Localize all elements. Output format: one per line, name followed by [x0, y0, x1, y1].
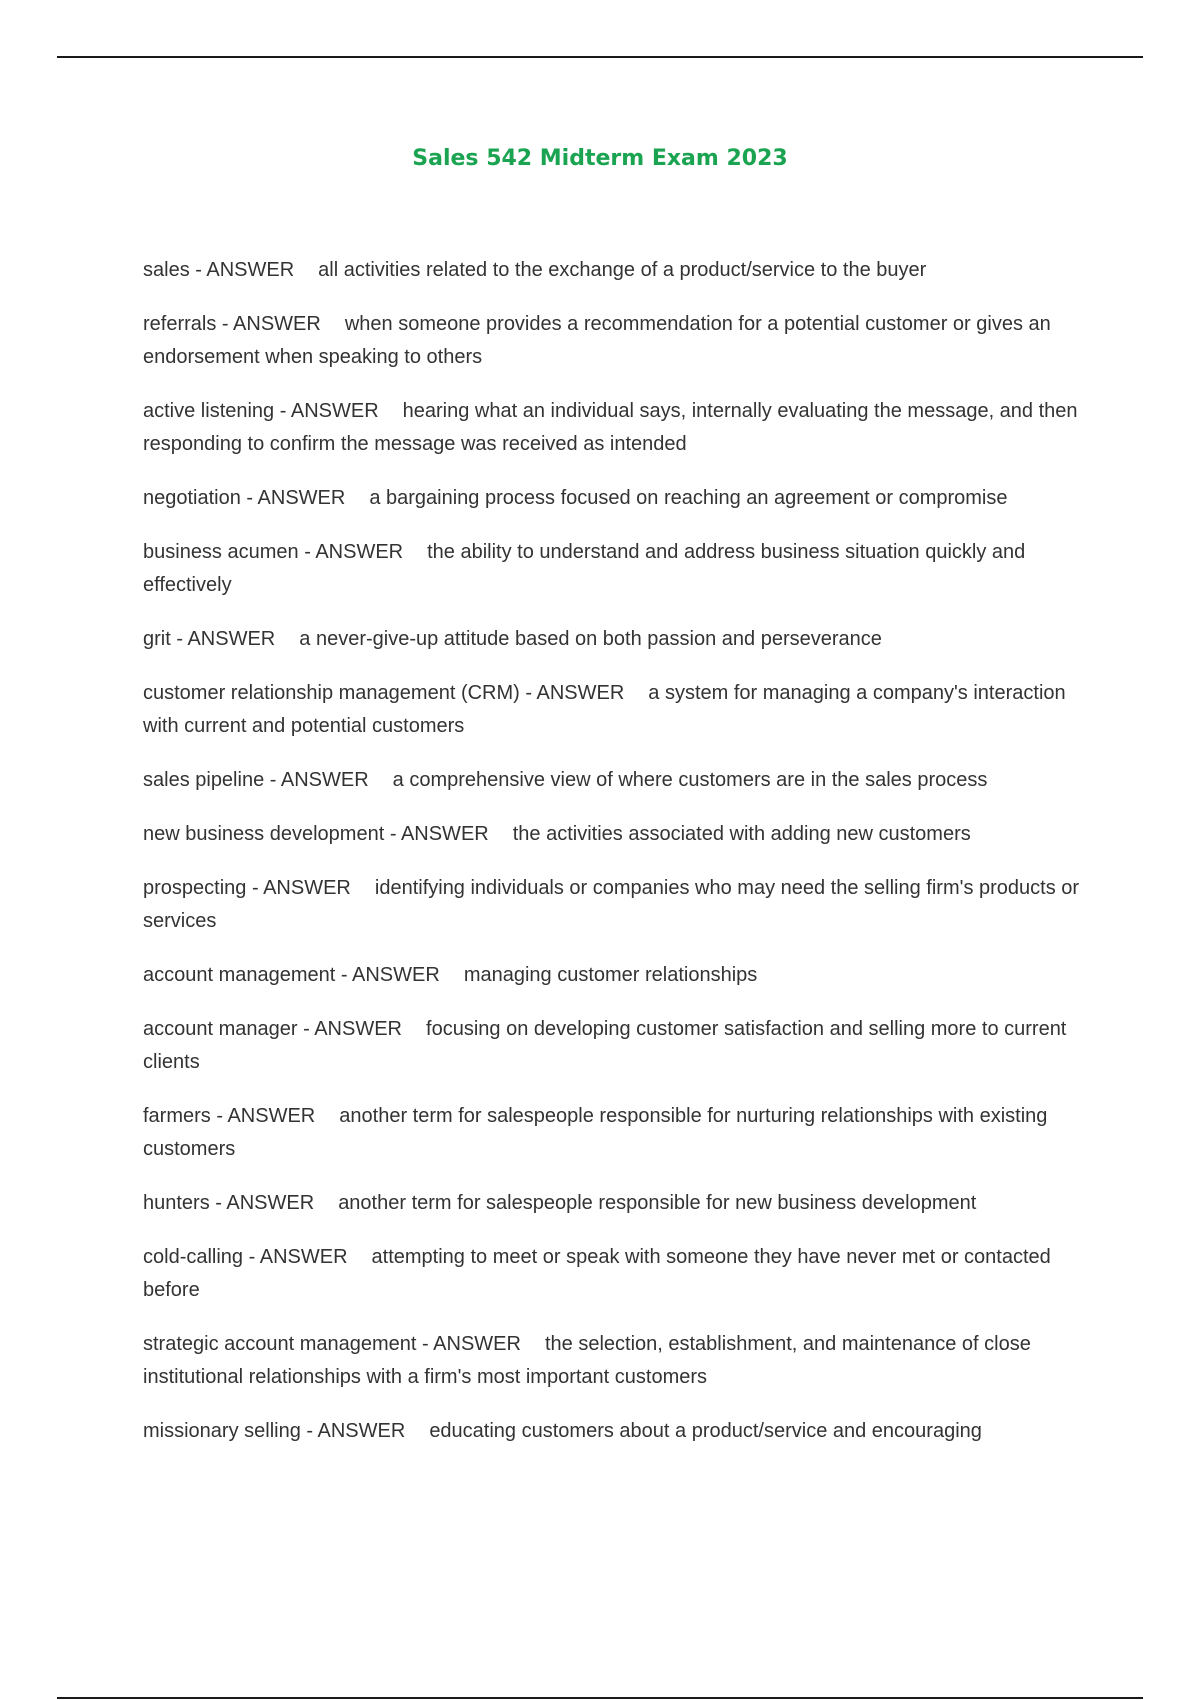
qa-definition: a bargaining process focused on reaching an agreement or compromise: [369, 487, 1008, 509]
qa-answer-tag: ANSWER: [259, 1246, 348, 1268]
qa-answer-tag: ANSWER: [227, 1105, 316, 1127]
qa-term: new business development: [143, 823, 385, 845]
qa-item: business acumen - ANSWER the ability to understand and address business situation quickly and effectively: [143, 541, 1026, 596]
qa-answer-tag: ANSWER: [352, 964, 440, 986]
qa-definition: another term for salespeople responsible for new business development: [338, 1192, 977, 1214]
qa-item: sales pipeline - ANSWER a comprehensive view of where customers are in the sales process: [143, 769, 988, 791]
qa-answer-tag: ANSWER: [317, 1420, 406, 1442]
qa-term: account manager: [143, 1018, 298, 1040]
qa-definition: when someone provides a recommendation for a potential customer or gives an endorsement when speaking to others: [143, 313, 1051, 368]
qa-item: new business development - ANSWER the activities associated with adding new customers: [143, 823, 971, 845]
qa-definition: a system for managing a company's interaction with current and potential customers: [143, 682, 1066, 737]
qa-answer-tag: ANSWER: [314, 1018, 403, 1040]
qa-definition: hearing what an individual says, internally evaluating the message, and then responding to confirm the message was received as intended: [143, 400, 1078, 455]
qa-definition: all activities related to the exchange of a product/service to the buyer: [318, 259, 927, 281]
qa-item: grit - ANSWER a never-give-up attitude based on both passion and perseverance: [143, 628, 882, 650]
qa-answer-tag: ANSWER: [187, 628, 276, 650]
qa-answer-tag: ANSWER: [433, 1333, 521, 1355]
qa-answer-tag: ANSWER: [226, 1192, 315, 1214]
qa-definition: another term for salespeople responsible for nurturing relationships with existing customers: [143, 1105, 1048, 1160]
qa-term: sales pipeline: [143, 769, 265, 791]
qa-answer-tag: ANSWER: [263, 877, 351, 899]
page-title: Sales 542 Midterm Exam 2023: [412, 146, 788, 171]
qa-item: hunters - ANSWER another term for salespeople responsible for new business development: [143, 1192, 977, 1214]
qa-answer-tag: ANSWER: [233, 313, 321, 335]
qa-item: account manager - ANSWER focusing on developing customer satisfaction and selling more to current clients: [143, 1018, 1067, 1073]
bottom-rule: [57, 1697, 1143, 1699]
qa-definition: educating customers about a product/service and encouraging: [429, 1420, 982, 1442]
qa-answer-tag: ANSWER: [206, 259, 295, 281]
qa-list: [143, 254, 1103, 1469]
qa-definition: the selection, establishment, and maintenance of close institutional relationships with a firm's most important customers: [143, 1333, 1031, 1388]
qa-item: active listening - ANSWER hearing what an individual says, internally evaluating the message, and then responding to confirm the message was received as intended: [143, 400, 1078, 455]
qa-term: prospecting: [143, 877, 247, 899]
qa-item: sales - ANSWER all activities related to the exchange of a product/service to the buyer: [143, 259, 927, 281]
qa-answer-tag: ANSWER: [257, 487, 346, 509]
qa-item: account management - ANSWER managing customer relationships: [143, 964, 758, 986]
qa-term: strategic account management: [143, 1333, 417, 1355]
qa-answer-tag: ANSWER: [280, 769, 369, 791]
qa-term: referrals: [143, 313, 217, 335]
qa-definition: attempting to meet or speak with someone they have never met or contacted before: [143, 1246, 1051, 1301]
qa-item: prospecting - ANSWER identifying individuals or companies who may need the selling firm's products or services: [143, 877, 1080, 932]
qa-answer-tag: ANSWER: [315, 541, 404, 563]
qa-answer-tag: ANSWER: [536, 682, 625, 704]
qa-item: negotiation - ANSWER a bargaining process focused on reaching an agreement or compromise: [143, 487, 1008, 509]
qa-term: cold-calling: [143, 1246, 244, 1268]
qa-item: customer relationship management (CRM) - ANSWER a system for managing a company's interaction with current and potential customers: [143, 682, 1066, 737]
qa-definition: a comprehensive view of where customers are in the sales process: [392, 769, 988, 791]
qa-term: active listening: [143, 400, 275, 422]
qa-definition: managing customer relationships: [463, 964, 758, 986]
qa-answer-tag: ANSWER: [290, 400, 379, 422]
qa-item: missionary selling - ANSWER educating customers about a product/service and encouraging: [143, 1420, 982, 1442]
qa-definition: identifying individuals or companies who may need the selling firm's products or services: [143, 877, 1080, 932]
qa-term: sales: [143, 259, 190, 281]
qa-item: strategic account management - ANSWER the selection, establishment, and maintenance of close institutional relationships with a firm's most important customers: [143, 1333, 1031, 1388]
qa-term: missionary selling: [143, 1420, 301, 1442]
qa-item: referrals - ANSWER when someone provides a recommendation for a potential customer or gives an endorsement when speaking to others: [143, 313, 1051, 368]
qa-definition: the activities associated with adding new customers: [512, 823, 971, 845]
qa-term: account management: [143, 964, 336, 986]
qa-definition: focusing on developing customer satisfaction and selling more to current clients: [143, 1018, 1067, 1073]
qa-item: cold-calling - ANSWER attempting to meet or speak with someone they have never met or contacted before: [143, 1246, 1051, 1301]
qa-term: hunters: [143, 1192, 210, 1214]
qa-term: grit: [143, 628, 171, 650]
qa-definition: the ability to understand and address business situation quickly and effectively: [143, 541, 1026, 596]
top-rule: [57, 56, 1143, 58]
qa-term: customer relationship management (CRM): [143, 682, 520, 704]
qa-term: farmers: [143, 1105, 211, 1127]
qa-item: farmers - ANSWER another term for salespeople responsible for nurturing relationships with existing customers: [143, 1105, 1048, 1160]
qa-answer-tag: ANSWER: [400, 823, 489, 845]
qa-definition: a never-give-up attitude based on both passion and perseverance: [299, 628, 882, 650]
qa-term: business acumen: [143, 541, 299, 563]
qa-term: negotiation: [143, 487, 241, 509]
